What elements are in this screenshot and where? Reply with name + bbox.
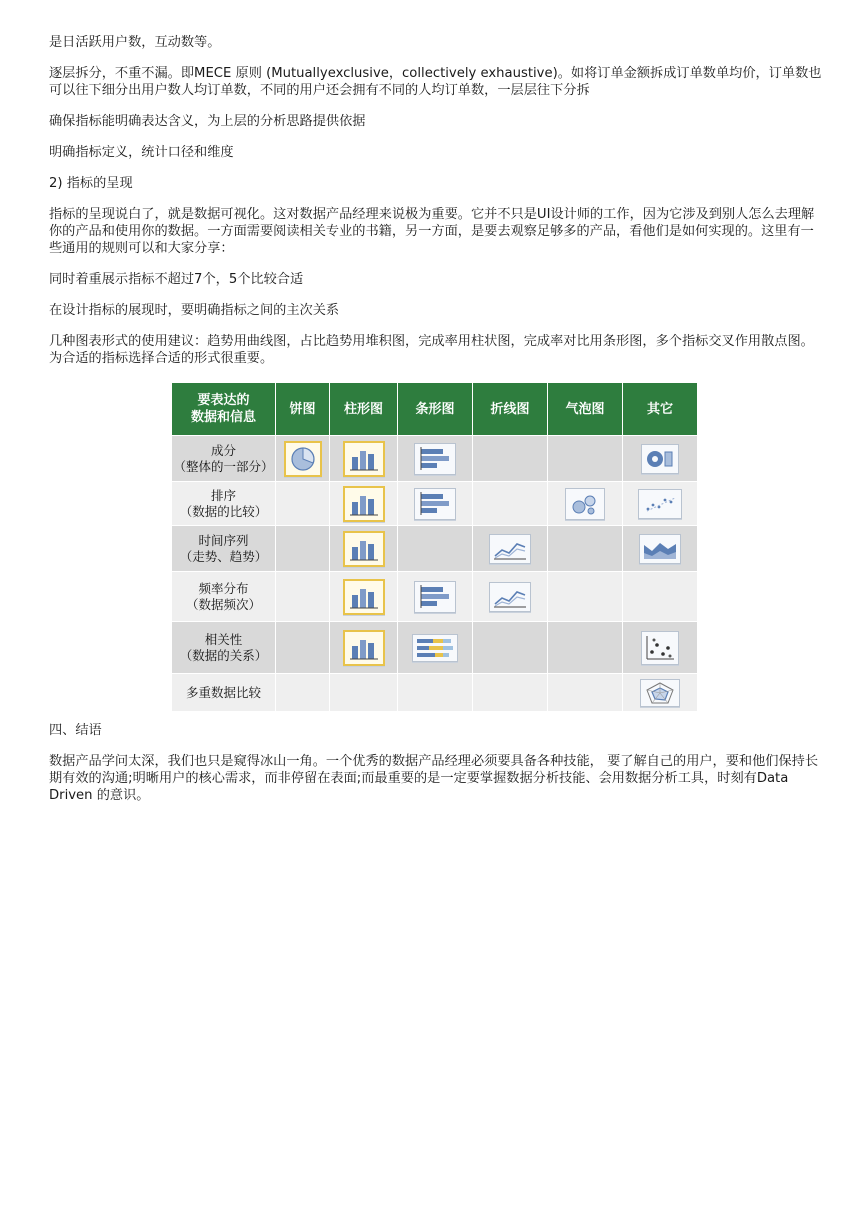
table-row [172, 622, 698, 674]
table-cell [548, 622, 623, 674]
table-cell [473, 436, 548, 482]
table-cell [330, 572, 398, 622]
row-header [172, 674, 276, 712]
stacked-bar-icon [412, 634, 458, 662]
paragraph: 在设计指标的展现时，要明确指标之间的主次关系 [49, 303, 340, 318]
bubble-icon [565, 488, 605, 520]
paragraph: 明确指标定义，统计口径和维度 [49, 145, 234, 160]
table-cell [473, 674, 548, 712]
scatter-line-icon [638, 489, 682, 519]
table-row [172, 436, 698, 482]
table-cell [473, 572, 548, 622]
paragraph: 同时着重展示指标不超过7个，5个比较合适 [49, 272, 304, 287]
table-cell [623, 674, 698, 712]
line-icon [489, 534, 531, 564]
table-cell [398, 436, 473, 482]
bar-icon [414, 443, 456, 475]
row-header [172, 436, 276, 482]
scatter-icon [641, 631, 679, 665]
row-header [172, 572, 276, 622]
row-header-subtitle: （整体的一部分） [173, 458, 274, 474]
paragraph: 数据产品学问太深，我们也只是窥得冰山一角。一个优秀的数据产品经理必须要具备各种技能， 要了解自己的用户，要和他们保持长期有效的沟通;明晰用户的核心需求，而非停留在表面;而最重要的是一定要掌握数据分析技能、会用数据分析工具，时刻有Data Driven 的意识。 [49, 754, 819, 803]
table-cell [548, 436, 623, 482]
column-icon [343, 579, 385, 615]
radar-icon [640, 679, 680, 707]
table-cell [398, 622, 473, 674]
row-header [172, 526, 276, 572]
table-cell [276, 674, 330, 712]
paragraph: 是日活跃用户数，互动数等。 [49, 35, 221, 50]
row-header-title: 相关性 [204, 631, 243, 647]
table-cell [473, 482, 548, 526]
table-corner-header [172, 383, 276, 436]
document-body [49, 34, 823, 381]
table-cell [548, 526, 623, 572]
table-cell [330, 674, 398, 712]
row-header-title: 成分 [210, 442, 236, 458]
header-line: 要表达的 [197, 393, 250, 408]
row-header-title: 频率分布 [198, 580, 249, 596]
table-cell [398, 482, 473, 526]
bar-icon [414, 581, 456, 613]
table-cell [548, 674, 623, 712]
column-icon [343, 486, 385, 522]
table-cell [473, 526, 548, 572]
pie-icon [284, 441, 322, 477]
paragraph: 指标的呈现说白了，就是数据可视化。这对数据产品经理来说极为重要。它并不只是UI设计师的工作，因为它涉及到别人怎么去理解你的产品和使用你的数据。一方面需要阅读相关专业的书籍，另一方面，是要去观察足够多的产品，看他们是如何实现的。这里有一些通用的规则可以和大家分享： [49, 207, 815, 256]
table-cell [398, 526, 473, 572]
table-cell [276, 622, 330, 674]
column-icon [343, 630, 385, 666]
bar-icon [414, 488, 456, 520]
column-header: 气泡图 [548, 383, 623, 436]
table-cell [330, 526, 398, 572]
row-header [172, 482, 276, 526]
closing-section [49, 722, 823, 818]
column-header: 饼图 [276, 383, 330, 436]
section-heading: 四、结语 [49, 723, 102, 738]
table-cell [330, 622, 398, 674]
table-cell [623, 572, 698, 622]
table-cell [276, 436, 330, 482]
line-icon [489, 582, 531, 612]
row-header-subtitle: （走势、趋势） [179, 548, 268, 564]
row-header-title: 时间序列 [198, 532, 249, 548]
table-cell [623, 526, 698, 572]
area-icon [639, 534, 681, 564]
table-cell [330, 482, 398, 526]
column-header: 条形图 [398, 383, 473, 436]
table-cell [276, 572, 330, 622]
table-cell [623, 436, 698, 482]
table-cell [623, 482, 698, 526]
table-cell [473, 622, 548, 674]
table-cell [548, 572, 623, 622]
row-header-subtitle: （数据的比较） [179, 503, 268, 519]
row-header-subtitle: （数据的关系） [179, 647, 268, 663]
table-cell [548, 482, 623, 526]
table-cell [398, 674, 473, 712]
table-cell [276, 482, 330, 526]
chart-selection-table [171, 382, 697, 712]
row-header-subtitle: （数据频次） [185, 596, 261, 612]
table-row [172, 526, 698, 572]
row-header [172, 622, 276, 674]
header-line: 数据和信息 [190, 410, 256, 425]
donut-icon [641, 444, 679, 474]
table-row [172, 674, 698, 712]
table-cell [398, 572, 473, 622]
column-header: 折线图 [473, 383, 548, 436]
table-cell [276, 526, 330, 572]
table-cell [623, 622, 698, 674]
column-header: 柱形图 [330, 383, 398, 436]
row-header-title: 多重数据比较 [185, 684, 261, 700]
table-cell [330, 436, 398, 482]
column-icon [343, 441, 385, 477]
column-icon [343, 531, 385, 567]
paragraph: 几种图表形式的使用建议：趋势用曲线图，占比趋势用堆积图，完成率用柱状图，完成率对比用条形图，多个指标交叉作用散点图。为合适的指标选择合适的形式很重要。 [49, 334, 814, 366]
table-row [172, 482, 698, 526]
row-header-title: 排序 [210, 487, 236, 503]
paragraph: 逐层拆分，不重不漏。即MECE 原则 (Mutuallyexclusive，collectively exhaustive)。如将订单金额拆成订单数单均价，订单数也可以往下细分出用户数人均订单数，不同的用户还会拥有不同的人均订单数，一层层往下分拆 [49, 66, 822, 98]
column-header: 其它 [623, 383, 698, 436]
table-row [172, 572, 698, 622]
paragraph: 确保指标能明确表达含义，为上层的分析思路提供依据 [49, 114, 366, 129]
section-heading: 2) 指标的呈现 [49, 176, 133, 191]
